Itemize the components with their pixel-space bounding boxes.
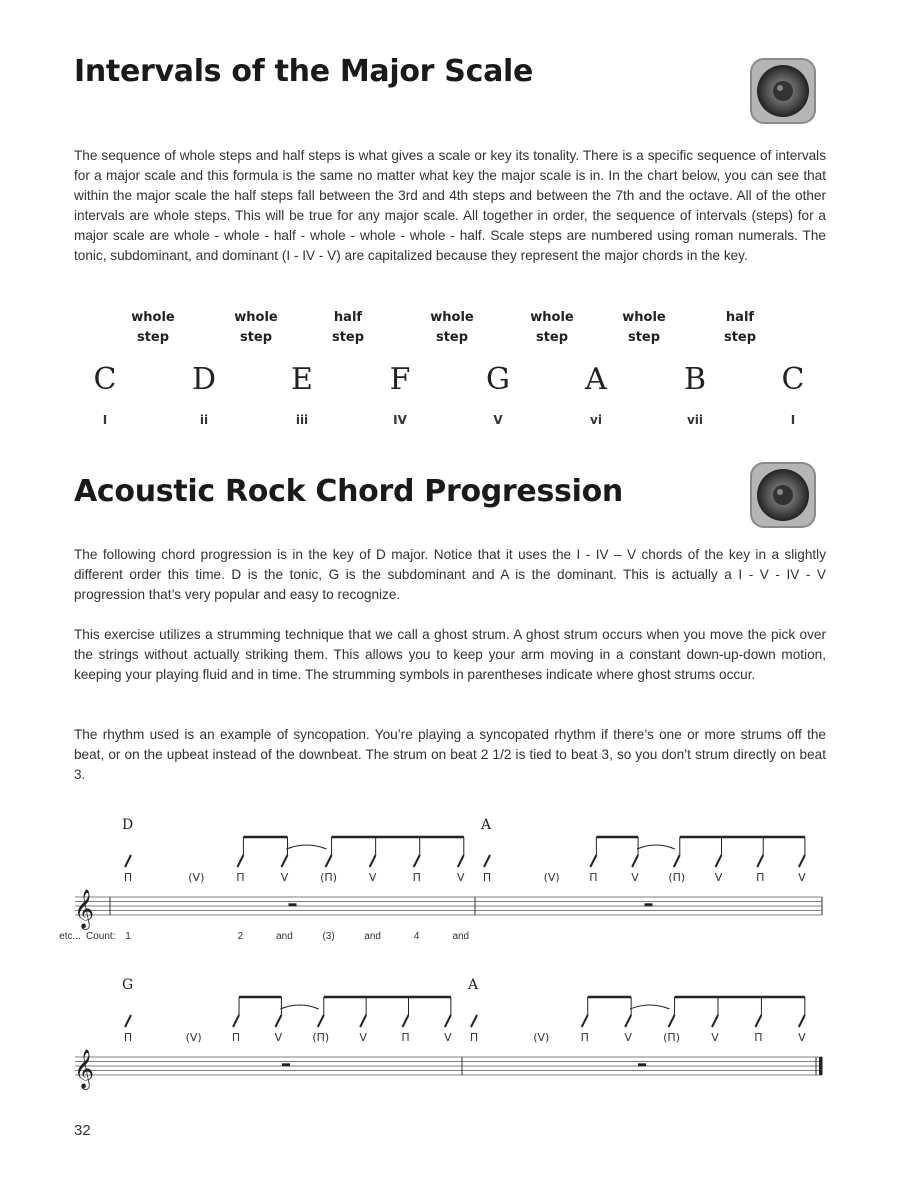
slash-notehead [799, 855, 805, 867]
scale-numeral: I [102, 413, 108, 427]
strum-symbol: Π [123, 1031, 133, 1044]
strum-symbol: Π [236, 871, 245, 884]
chord-symbol: D [122, 817, 134, 833]
strum-symbol: V [444, 1031, 452, 1044]
slash-notehead [582, 1015, 588, 1027]
slash-notehead [275, 1015, 281, 1027]
strum-symbol: (V) [185, 1031, 202, 1044]
strum-symbol: (Π) [312, 1031, 330, 1044]
speaker-icon[interactable] [748, 460, 818, 530]
slash-notehead [403, 1015, 409, 1027]
section-title-progression: Acoustic Rock Chord Progression [74, 474, 623, 509]
slash-notehead [281, 855, 287, 867]
strum-symbol: (Π) [320, 871, 337, 884]
count-value: and [364, 931, 381, 942]
slash-notehead [326, 855, 332, 867]
slash-notehead [370, 855, 376, 867]
interval-label: half step [331, 310, 365, 345]
tie [630, 1005, 669, 1009]
strum-symbol: V [368, 871, 377, 884]
slash-notehead [755, 1015, 761, 1027]
tie [280, 1005, 318, 1009]
scale-numeral: ii [199, 413, 209, 427]
strum-symbol: Π [756, 871, 765, 884]
strum-symbol: V [280, 871, 289, 884]
slash-notehead [125, 1015, 131, 1027]
strum-symbol: Π [401, 1031, 410, 1044]
rest-mark [289, 903, 297, 906]
count-value: 1 [125, 931, 131, 942]
interval-label: whole step [234, 310, 278, 345]
strum-symbol: V [711, 1031, 719, 1044]
count-label: Count: [86, 931, 116, 942]
strum-symbol: V [798, 1031, 806, 1044]
chord-symbol: G [122, 977, 134, 993]
strum-symbol: V [631, 871, 639, 884]
treble-clef-icon: 𝄞 [74, 889, 95, 929]
scale-note: C [781, 362, 805, 397]
strum-symbol: V [359, 1031, 367, 1044]
strum-symbol: Π [412, 871, 421, 884]
strum-symbol: (V) [543, 871, 560, 884]
strum-symbol: (V) [533, 1031, 550, 1044]
strum-symbol: V [274, 1031, 283, 1044]
scale-note: F [389, 362, 411, 397]
strum-symbol: Π [231, 1031, 241, 1044]
music-system-2 [70, 970, 830, 1100]
tie [637, 845, 675, 849]
slash-notehead [318, 1015, 324, 1027]
scale-note: B [683, 362, 707, 397]
interval-label: whole step [622, 310, 666, 345]
slash-notehead [414, 855, 420, 867]
slash-notehead [360, 1015, 366, 1027]
scale-note: G [486, 362, 510, 397]
chord-symbol: A [481, 817, 492, 833]
count-value: 4 [413, 931, 420, 942]
interval-label: whole step [131, 310, 175, 345]
strum-symbol: Π [580, 1031, 589, 1044]
strum-symbol: Π [589, 871, 598, 884]
speaker-icon[interactable] [748, 56, 818, 126]
scale-note: E [291, 362, 313, 397]
slash-notehead [237, 855, 243, 867]
slash-notehead [625, 1015, 631, 1027]
section-title-intervals: Intervals of the Major Scale [74, 54, 534, 89]
scale-note: A [585, 362, 607, 397]
rest-mark [282, 1063, 290, 1066]
slash-notehead [715, 855, 721, 867]
slash-notehead [590, 855, 596, 867]
progression-paragraph-3: The rhythm used is an example of syncopation. You’re playing a syncopated rhythm if there’s one or more strums off the beat, or on the upbeat instead of the downbeat. The strum on beat 2 1/2 is tied to beat 3, so you don’t strum directly on beat 3. [74, 727, 826, 782]
final-barline [819, 1057, 823, 1075]
strum-symbol: Π [123, 871, 133, 884]
strum-symbol: (Π) [663, 1031, 680, 1044]
slash-notehead [674, 855, 680, 867]
count-value: etc... [59, 931, 81, 942]
slash-notehead [471, 1015, 477, 1027]
scale-numeral: iii [295, 413, 309, 427]
slash-notehead [233, 1015, 239, 1027]
interval-label: whole step [430, 310, 474, 345]
rest-mark [645, 903, 653, 906]
slash-notehead [125, 855, 131, 867]
progression-paragraph-2: This exercise utilizes a strumming technique that we call a ghost strum. A ghost strum occurs when you move the pick over the strings without actually striking them. This allows you to keep your arm moving in a constant down-up-down motion, keeping your playing fluid and in time. The strumming symbols in parentheses indicate where ghost strums occur. [74, 627, 826, 682]
progression-paragraph-1: The following chord progression is in the key of D major. Notice that it uses the I - IV – V chords of the key in a slightly different order this time. D is the tonic, G is the subdominant and A is the dominant. This is actually a I - V - IV - V progression that’s very popular and easy to recognize. [74, 547, 826, 602]
page-number: 32 [74, 1122, 91, 1139]
strum-symbol: V [457, 871, 465, 884]
slash-notehead [458, 855, 464, 867]
strum-symbol: V [624, 1031, 632, 1044]
strum-symbol: V [714, 871, 723, 884]
count-value: and [276, 931, 293, 942]
count-value: 2 [237, 931, 244, 942]
treble-clef-icon: 𝄞 [74, 1049, 95, 1089]
interval-label: half step [723, 310, 757, 345]
scale-numeral: V [493, 413, 503, 427]
slash-notehead [712, 1015, 718, 1027]
slash-notehead [632, 855, 638, 867]
count-value: and [452, 931, 470, 942]
rest-mark [638, 1063, 646, 1066]
slash-notehead [445, 1015, 451, 1027]
scale-note: D [191, 362, 217, 397]
slash-notehead [799, 1015, 805, 1027]
strum-symbol: V [798, 871, 806, 884]
slash-notehead [484, 855, 490, 867]
slash-notehead [757, 855, 763, 867]
chord-symbol: A [468, 977, 479, 993]
music-system-1 [59, 800, 830, 960]
slash-notehead [669, 1015, 675, 1027]
strum-symbol: Π [754, 1031, 763, 1044]
scale-numeral: IV [393, 413, 407, 427]
interval-label: whole step [530, 310, 574, 345]
scale-numeral: vi [590, 413, 602, 427]
count-value: (3) [322, 931, 335, 942]
strum-symbol: (V) [188, 871, 205, 884]
strum-symbol: Π [469, 1031, 479, 1044]
tie [286, 845, 326, 849]
strum-symbol: Π [482, 871, 492, 884]
strum-symbol: (Π) [668, 871, 686, 884]
intervals-paragraph: The sequence of whole steps and half steps is what gives a scale or key its tonality. There is a specific sequence of intervals for a major scale and this formula is the same no matter what key the major scale is in. In the chart below, you can see that within the major scale the half steps fall between the 3rd and 4th steps and between the 7th and the octave. All of the other intervals are whole steps. This will be true for any major scale. All together in order, the sequence of intervals (steps) for a major scale are whole - whole - half - whole - whole - whole - half. Scale steps are numbered using roman numerals. The tonic, subdominant, and dominant (I - IV - V) are capitalized because they represent the major chords in the key. [74, 148, 826, 263]
scale-numeral: I [790, 413, 796, 427]
scale-numeral: vii [686, 413, 704, 427]
scale-note: C [93, 362, 117, 397]
